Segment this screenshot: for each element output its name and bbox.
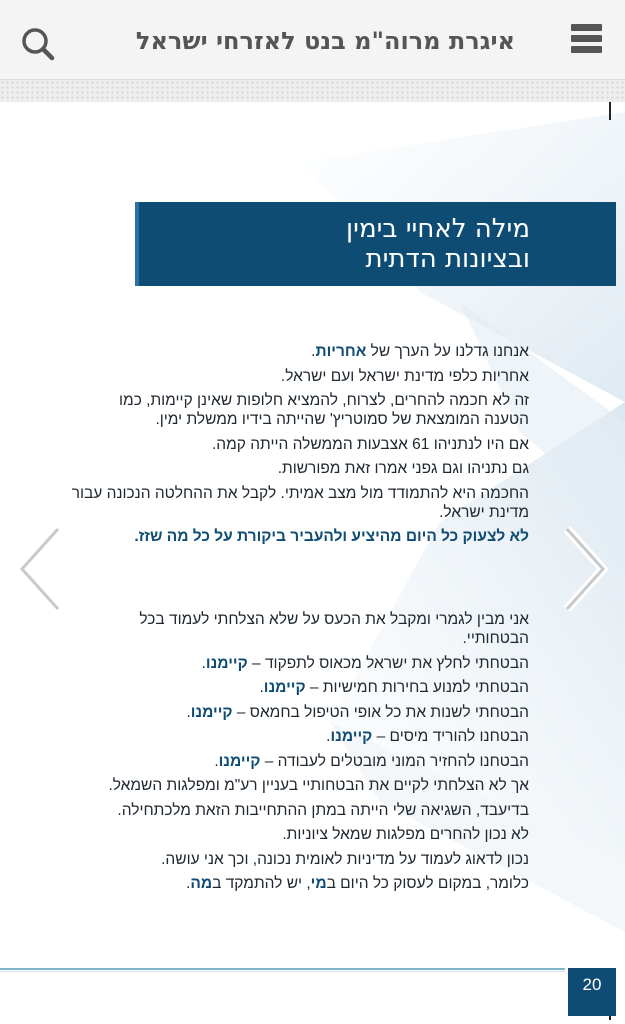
next-page-button[interactable] (559, 525, 609, 613)
footer-divider (0, 968, 565, 970)
paragraph (70, 391, 529, 429)
paragraph (70, 610, 529, 648)
paragraph-text: . (326, 728, 331, 745)
heading-line-1: מילה לאחיי בימין (346, 214, 530, 244)
paragraph-text: כלומר, במקום לעסוק כל היום ב (326, 875, 529, 892)
paragraph (70, 342, 529, 361)
paragraph (70, 874, 529, 893)
heading-line-2: ובציונות הדתית (365, 244, 530, 274)
paragraph (70, 435, 529, 454)
app-title: איגרת מרוה"מ בנט לאזרחי ישראל (135, 27, 515, 55)
paragraph (70, 776, 529, 795)
paragraph (70, 752, 529, 771)
emphasis-word: מי (310, 875, 327, 892)
top-bar (0, 0, 625, 80)
emphasis-word: קיימנו (330, 728, 373, 745)
paragraph (70, 703, 529, 722)
paragraph (70, 484, 529, 522)
paragraph-text: הבטחנו להוריד מיסים – (372, 728, 529, 745)
paragraph-text: . (214, 752, 219, 770)
paragraph-text: . (186, 703, 191, 721)
section-heading (135, 202, 616, 286)
paragraph-text: . (311, 343, 316, 360)
chevron-right-icon (559, 525, 609, 613)
emphasis-line: לא לצעוק כל היום מהיציע ולהעביר ביקורת על כל מה שזז. (134, 528, 529, 545)
paragraph-text: אני מבין לגמרי ומקבל את הכעס על שלא הצלחתי לעמוד בכל הבטחותיי. (139, 611, 529, 647)
paragraph-text: לא נכון להחרים מפלגות שמאל ציוניות. (282, 826, 529, 843)
paragraph-text: . (201, 654, 206, 672)
paragraph-text: זה לא חכמה להחרים, לצרוח, להמציא חלופות שאינן קיימות, כמו הטענה המומצאת של סמוטריץ' שהייתה בידיו ממשלת ימין. (119, 392, 529, 428)
paragraph-text: הבטחתי לחלץ את ישראל מכאוס לתפקוד – (247, 654, 529, 672)
paragraph-text: בדיעבד, השגיאה שלי הייתה במתן ההתחייבות הזאת מלכתחילה. (117, 801, 529, 819)
header-texture-strip (0, 80, 625, 102)
paragraph-text: , יש להתמקד ב (212, 875, 311, 892)
paragraph (70, 801, 529, 820)
paragraph-text: אנחנו גדלנו על הערך של (366, 343, 529, 360)
emphasis-word: אחריות (315, 343, 367, 360)
paragraph-text: . (186, 875, 191, 892)
paragraph (70, 850, 529, 869)
paragraph-text: הבטחתי לשנות את כל אופי הטיפול בחמאס – (232, 703, 529, 721)
paragraph (70, 654, 529, 673)
page-number: 20 (568, 968, 616, 1016)
menu-button[interactable] (571, 24, 605, 58)
emphasis-word: קיימנו (263, 679, 306, 696)
search-button[interactable] (18, 24, 58, 64)
article-text-block-2 (70, 610, 529, 893)
paragraph (70, 825, 529, 844)
prev-page-button[interactable] (16, 525, 66, 613)
paragraph-text: . (259, 679, 264, 696)
paragraph-text: החכמה היא להתמודד מול מצב אמיתי. לקבל את ההחלטה הנכונה עבור מדינת ישראל. (71, 484, 529, 521)
search-icon (18, 24, 58, 64)
emphasis-word: מה (190, 875, 213, 892)
paragraph (70, 678, 529, 697)
paragraph-text: הבטחתי למנוע בחירות חמישיות – (305, 679, 529, 696)
paragraph (70, 727, 529, 746)
emphasis-word: קיימנו (218, 752, 261, 770)
paragraph-text: אחריות כלפי מדינת ישראל ועם ישראל. (280, 367, 529, 385)
paragraph (70, 459, 529, 478)
paragraph-text: גם נתניהו וגם גפני אמרו זאת מפורשות. (277, 460, 529, 477)
paragraph-text: הבטחנו להחזיר המוני מובטלים לעבודה – (260, 752, 529, 770)
footer-divider-shadow (0, 971, 565, 972)
emphasis-word: קיימנו (205, 654, 248, 672)
chevron-left-icon (16, 525, 66, 613)
hamburger-menu-icon (571, 24, 602, 31)
emphasis-word: קיימנו (190, 703, 233, 721)
paragraph-text: אם היו לנתניהו 61 אצבעות הממשלה הייתה קמה. (212, 435, 529, 453)
page-edge-mark (609, 102, 611, 120)
paragraph-text: נכון לדאוג לעמוד על מדיניות לאומית נכונה, וכך אני עושה. (161, 850, 529, 868)
paragraph (70, 367, 529, 386)
paragraph-text: אך לא הצלחתי לקיים את הבטחותיי בעניין רע"מ ומפלגות השמאל. (108, 777, 529, 794)
article-text-block-1 (70, 342, 529, 546)
